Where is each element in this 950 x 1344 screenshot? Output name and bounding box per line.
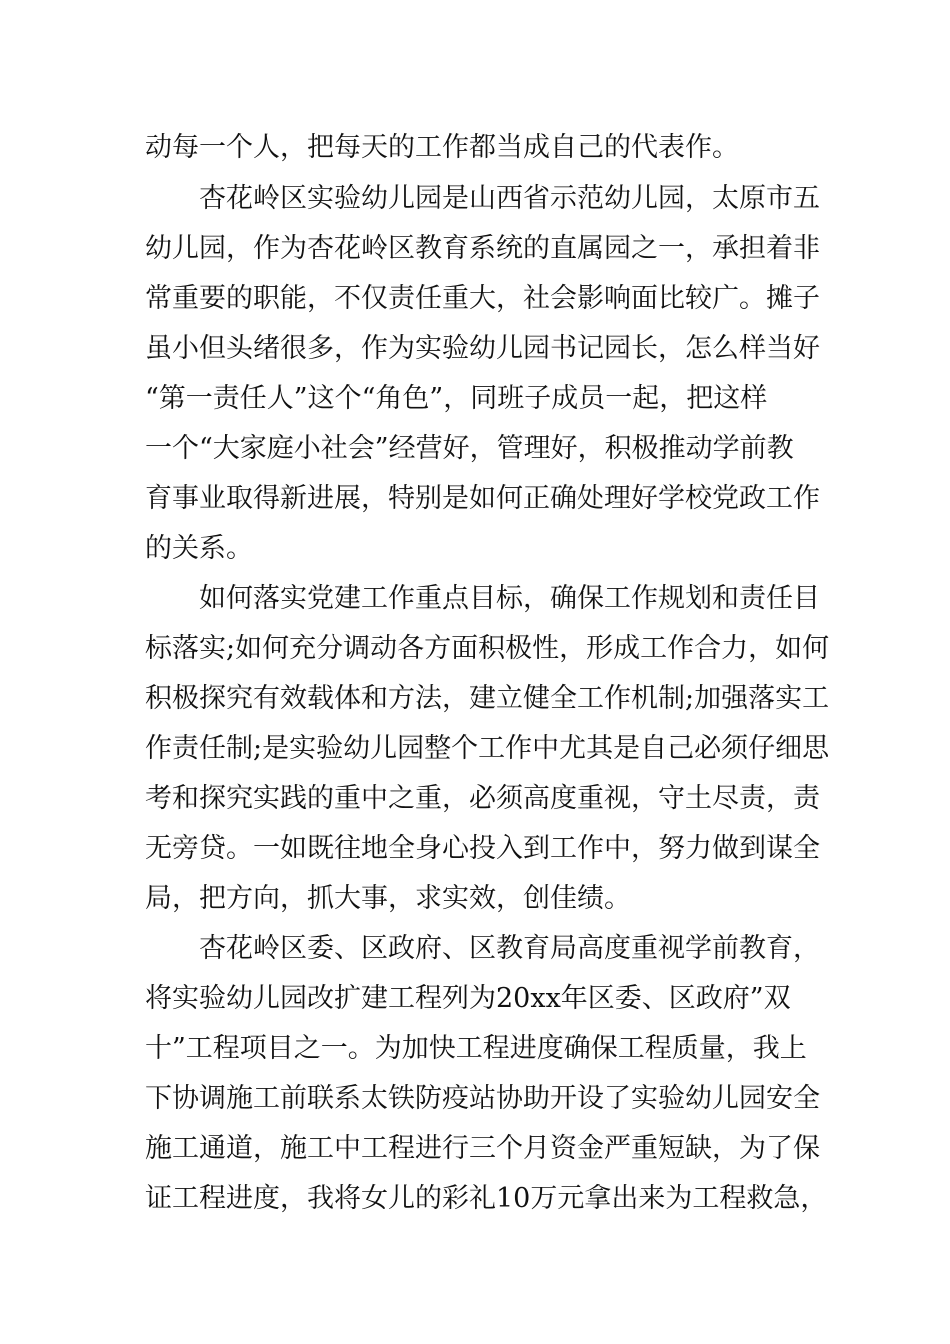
text-line: 的关系。	[145, 533, 253, 564]
text-line: 虽小但头绪很多，作为实验幼儿园书记园长，怎么样当好	[145, 333, 820, 364]
text-line: “第一责任人”这个“角色”，同班子成员一起，把这样	[145, 383, 768, 414]
text-line: 将实验幼儿园改扩建工程列为20xx年区委、区政府”双	[145, 983, 791, 1014]
text-line: 施工通道，施工中工程进行三个月资金严重短缺，为了保	[145, 1133, 820, 1164]
text-line: 无旁贷。一如既往地全身心投入到工作中，努力做到谋全	[145, 833, 820, 864]
text-line: 作责任制;是实验幼儿园整个工作中尤其是自己必须仔细思	[145, 733, 830, 764]
text-line: 下协调施工前联系太铁防疫站协助开设了实验幼儿园安全	[145, 1083, 820, 1114]
text-line: 动每一个人，把每天的工作都当成自己的代表作。	[145, 132, 739, 163]
text-line: 一个“大家庭小社会”经营好，管理好，积极推动学前教	[145, 433, 794, 464]
paragraph-1-line: 杏花岭区实验幼儿园是山西省示范幼儿园，太原市五	[199, 183, 820, 214]
text-line: 十”工程项目之一。为加快工程进度确保工程质量，我上	[145, 1033, 807, 1064]
paragraph-3-line: 杏花岭区委、区政府、区教育局高度重视学前教育，	[199, 933, 820, 964]
text-line: 考和探究实践的重中之重，必须高度重视，守土尽责，责	[145, 783, 820, 814]
text-line: 常重要的职能，不仅责任重大，社会影响面比较广。摊子	[145, 283, 820, 314]
text-line: 积极探究有效载体和方法，建立健全工作机制;加强落实工	[145, 683, 830, 714]
paragraph-2-line: 如何落实党建工作重点目标，确保工作规划和责任目	[199, 583, 820, 614]
text-line: 局，把方向，抓大事，求实效，创佳绩。	[145, 883, 631, 914]
text-line: 标落实;如何充分调动各方面积极性，形成工作合力，如何	[145, 633, 830, 664]
text-line: 育事业取得新进展，特别是如何正确处理好学校党政工作	[145, 483, 820, 514]
text-line: 幼儿园，作为杏花岭区教育系统的直属园之一，承担着非	[145, 233, 820, 264]
text-line: 证工程进度，我将女儿的彩礼10万元拿出来为工程救急，	[145, 1183, 828, 1214]
